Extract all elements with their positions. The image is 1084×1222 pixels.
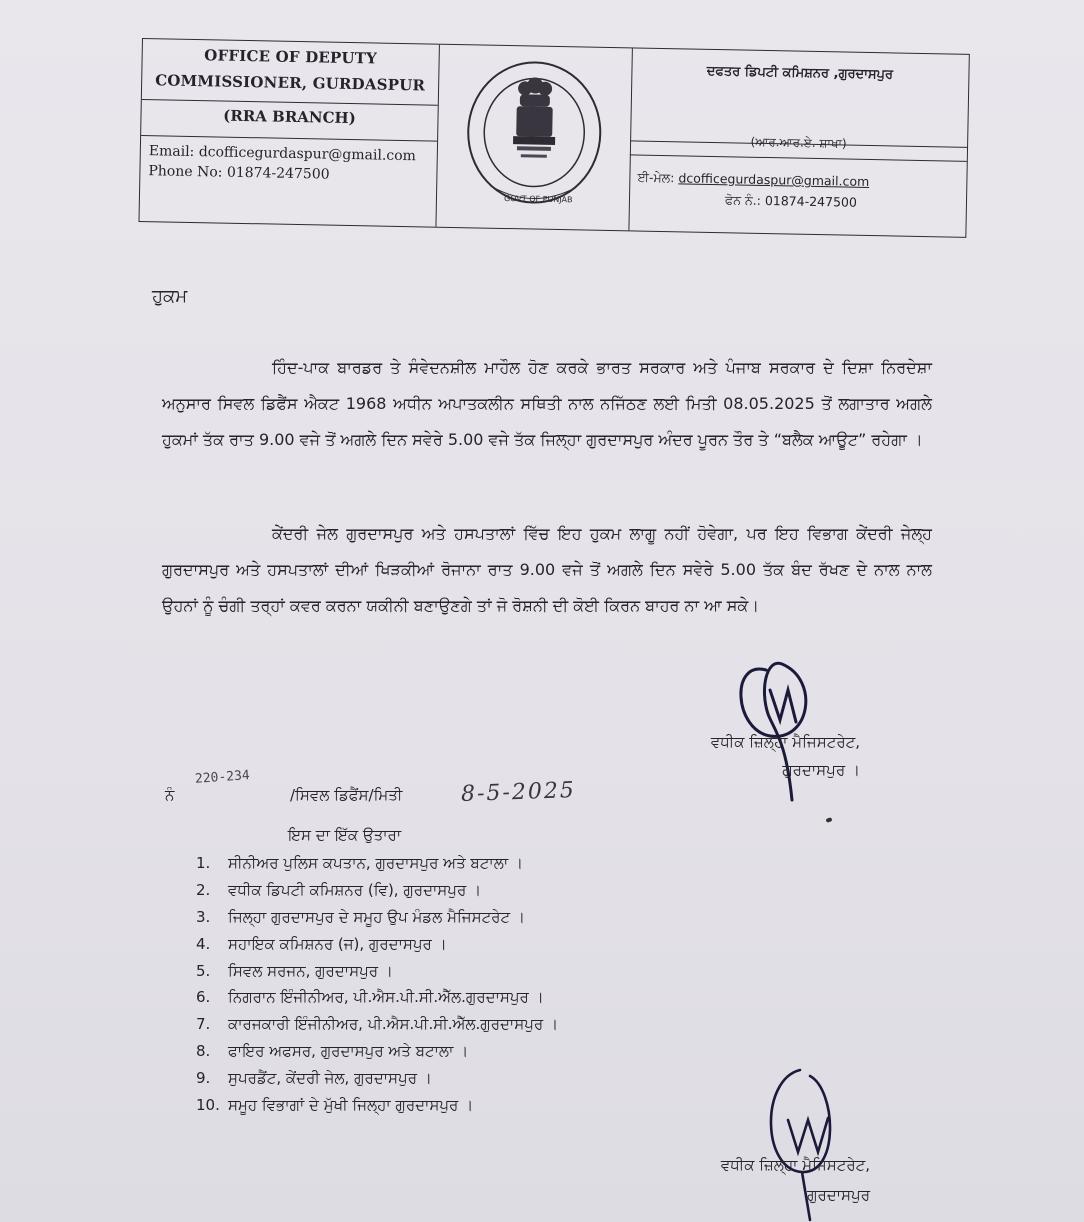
phone-punjabi: ਫੋਨ ਨੰ.: 01874-247500	[724, 192, 858, 210]
branch-punjabi: (ਆਰ.ਆਰ.ਏ. ਸ਼ਾਖਾ)	[630, 126, 967, 161]
reference-prefix: ਨੰ	[165, 786, 175, 804]
list-item	[196, 1038, 558, 1065]
signature-1-line2: ਗੁਰਦਾਸਪੁਰ ।	[782, 761, 860, 779]
list-item	[196, 984, 558, 1011]
list-item-number: 9.	[196, 1069, 211, 1088]
signature-2-line2: ਗੁਰਦਾਸਪੁਰ	[807, 1186, 870, 1204]
reference-date-handwritten: 8-5-2025	[460, 778, 577, 807]
office-name-punjabi: ਦਫਤਰ ਡਿਪਟੀ ਕਮਿਸ਼ਨਰ ,ਗੁਰਦਾਸਪੁਰ	[630, 48, 969, 147]
reference-line	[165, 768, 645, 816]
signature-2-line1: ਵਧੀਕ ਜ਼ਿਲ੍ਹਾ ਮੈਜਿਸਟਰੇਟ,	[720, 1156, 870, 1174]
list-item-number: 8.	[196, 1042, 211, 1061]
order-heading: ਹੁਕਮ	[152, 286, 188, 307]
reference-number-handwritten: 220-234	[194, 768, 251, 787]
list-item-number: 3.	[196, 907, 211, 926]
order-paragraph-2: ਕੇਂਦਰੀ ਜੇਲ ਗੁਰਦਾਸਪੁਰ ਅਤੇ ਹਸਪਤਾਲਾਂ ਵਿੱਚ ਇਹ ਹੁਕਮ ਲਾਗੂ ਨਹੀਂ ਹੋਵੇਗਾ, ਪਰ ਇਹ ਵਿਭਾਗ ਕੇਂਦਰੀ ਜੇਲ੍ਹ ਗੁਰਦਾਸਪੁਰ ਅਤੇ ਹਸਪਤਾਲਾਂ ਦੀਆਂ ਖਿੜਕੀਆਂ ਰੋਜਾਨਾ ਰਾਤ 9.00 ਵਜੇ ਤੋਂ ਅਗਲੇ ਦਿਨ ਸਵੇਰੇ 5.00 ਤੱਕ ਬੰਦ ਰੱਖਣ ਦੇ ਨਾਲ ਨਾਲ ਉਹਨਾਂ ਨੂੰ ਚੰਗੀ ਤਰ੍ਹਾਂ ਕਵਰ ਕਰਨਾ ਯਕੀਨੀ ਬਣਾਉਣਗੇ ਤਾਂ ਜੋ ਰੋਸ਼ਨੀ ਦੀ ਕੋਈ ਕਿਰਨ ਬਾਹਰ ਨਾ ਆ ਸਕੇ।	[162, 524, 932, 615]
copy-heading: ਇਸ ਦਾ ਇੱਕ ਉਤਾਰਾ	[288, 826, 402, 844]
list-item	[196, 931, 558, 958]
list-item-text: ਫਾਇਰ ਅਫਸਰ, ਗੁਰਦਾਸਪੁਰ ਅਤੇ ਬਟਾਲਾ ।	[228, 1042, 469, 1061]
list-item-number: 10.	[196, 1096, 220, 1115]
contact-punjabi	[628, 154, 975, 249]
letterhead-punjabi	[628, 48, 968, 236]
list-item-number: 5.	[196, 961, 211, 980]
order-paragraph-1: ਹਿੰਦ-ਪਾਕ ਬਾਰਡਰ ਤੇ ਸੰਵੇਦਨਸ਼ੀਲ ਮਾਹੌਲ ਹੋਣ ਕਰਕੇ ਭਾਰਤ ਸਰਕਾਰ ਅਤੇ ਪੰਜਾਬ ਸਰਕਾਰ ਦੇ ਦਿਸ਼ਾ ਨਿਰਦੇਸ਼ਾ ਅਨੁਸਾਰ ਸਿਵਲ ਡਿਫੈਂਸ ਐਕਟ 1968 ਅਧੀਨ ਅਪਾਤਕਲੀਨ ਸਥਿਤੀ ਨਾਲ ਨਜਿੱਠਣ ਲਈ ਮਿਤੀ 08.05.2025 ਤੋਂ ਲਗਾਤਾਰ ਅਗਲੇ ਹੁਕਮਾਂ ਤੱਕ ਰਾਤ 9.00 ਵਜੇ ਤੋਂ ਅਗਲੇ ਦਿਨ ਸਵੇਰੇ 5.00 ਵਜੇ ਤੱਕ ਜਿਲ੍ਹਾ ਗੁਰਦਾਸਪੁਰ ਅੰਦਰ ਪੂਰਨ ਤੌਰ ਤੇ “ਬਲੈਕ ਆਊਟ” ਰਹੇਗਾ ।	[162, 358, 932, 449]
emblem-ring-text: GOVT OF PUNJAB	[503, 193, 573, 205]
list-item-text: ਸਮੂਹ ਵਿਭਾਗਾਂ ਦੇ ਮੁੱਖੀ ਜਿਲ੍ਹਾ ਗੁਰਦਾਸਪੁਰ ।	[228, 1096, 474, 1115]
list-item-number: 2.	[196, 880, 211, 899]
ink-mark	[825, 817, 832, 823]
list-item	[196, 904, 558, 931]
list-item-number: 4.	[196, 934, 211, 953]
list-item-text: ਸੀਨੀਅਰ ਪੁਲਿਸ ਕਪਤਾਨ, ਗੁਰਦਾਸਪੁਰ ਅਤੇ ਬਟਾਲਾ ।	[228, 854, 524, 872]
branch-english: (RRA BRANCH)	[141, 97, 438, 142]
list-item-text: ਨਿਗਰਾਨ ਇੰਜੀਨੀਅਰ, ਪੀ.ਐਸ.ਪੀ.ਸੀ.ਐੱਲ.ਗੁਰਦਾਸਪੁਰ ।	[228, 988, 544, 1007]
list-item	[196, 1065, 558, 1092]
list-item-number: 6.	[196, 988, 211, 1007]
email-punjabi-value: dcofficegurdaspur@gmail.com	[678, 170, 870, 189]
email-punjabi-label: ਈ-ਮੇਲ:	[637, 169, 679, 186]
phone-english: Phone No: 01874-247500	[148, 163, 330, 183]
office-name-line2: COMMISSIONER, GURDASPUR	[155, 71, 426, 95]
list-item-text: ਵਧੀਕ ਡਿਪਟੀ ਕਮਿਸ਼ਨਰ (ਵਿ), ਗੁਰਦਾਸਪੁਰ ।	[228, 880, 482, 899]
copy-list	[196, 850, 558, 1119]
letterhead	[138, 38, 969, 238]
email-english: Email: dcofficegurdaspur@gmail.com	[148, 143, 417, 165]
list-item	[196, 877, 558, 904]
signature-1-line1: ਵਧੀਕ ਜ਼ਿਲ੍ਹਾ ਮੈਜਿਸਟਰੇਟ,	[710, 733, 860, 751]
list-item	[196, 958, 558, 985]
list-item	[196, 850, 558, 877]
reference-label: /ਸਿਵਲ ਡਿਫੈਂਸ/ਮਿਤੀ	[290, 786, 403, 804]
list-item	[196, 1092, 558, 1119]
list-item-number: 7.	[196, 1015, 211, 1034]
emblem-cell	[435, 45, 632, 231]
list-item	[196, 1011, 558, 1038]
list-item-text: ਸਿਵਲ ਸਰਜਨ, ਗੁਰਦਾਸਪੁਰ ।	[228, 961, 393, 980]
list-item-text: ਸੁਪਰਡੈਂਟ, ਕੇਂਦਰੀ ਜੇਲ, ਗੁਰਦਾਸਪੁਰ ।	[228, 1069, 432, 1088]
contact-english	[139, 135, 445, 233]
office-name-english	[142, 39, 439, 106]
state-emblem-seal-icon	[460, 53, 609, 216]
letterhead-english	[139, 39, 439, 227]
signature-2-designation	[690, 1150, 870, 1210]
list-item-text: ਕਾਰਜਕਾਰੀ ਇੰਜੀਨੀਅਰ, ਪੀ.ਐਸ.ਪੀ.ਸੀ.ਐੱਲ.ਗੁਰਦਾਸਪੁਰ ।	[228, 1015, 559, 1034]
list-item-number: 1.	[196, 854, 211, 872]
list-item-text: ਜਿਲ੍ਹਾ ਗੁਰਦਾਸਪੁਰ ਦੇ ਸਮੂਹ ਉਪ ਮੰਡਲ ਮੈਜਿਸਟਰੇਟ ।	[228, 907, 525, 926]
signature-1-designation	[680, 728, 860, 784]
office-name-line1: OFFICE OF DEPUTY	[204, 46, 378, 68]
list-item-text: ਸਹਾਇਕ ਕਮਿਸ਼ਨਰ (ਜ), ਗੁਰਦਾਸਪੁਰ ।	[228, 934, 447, 953]
